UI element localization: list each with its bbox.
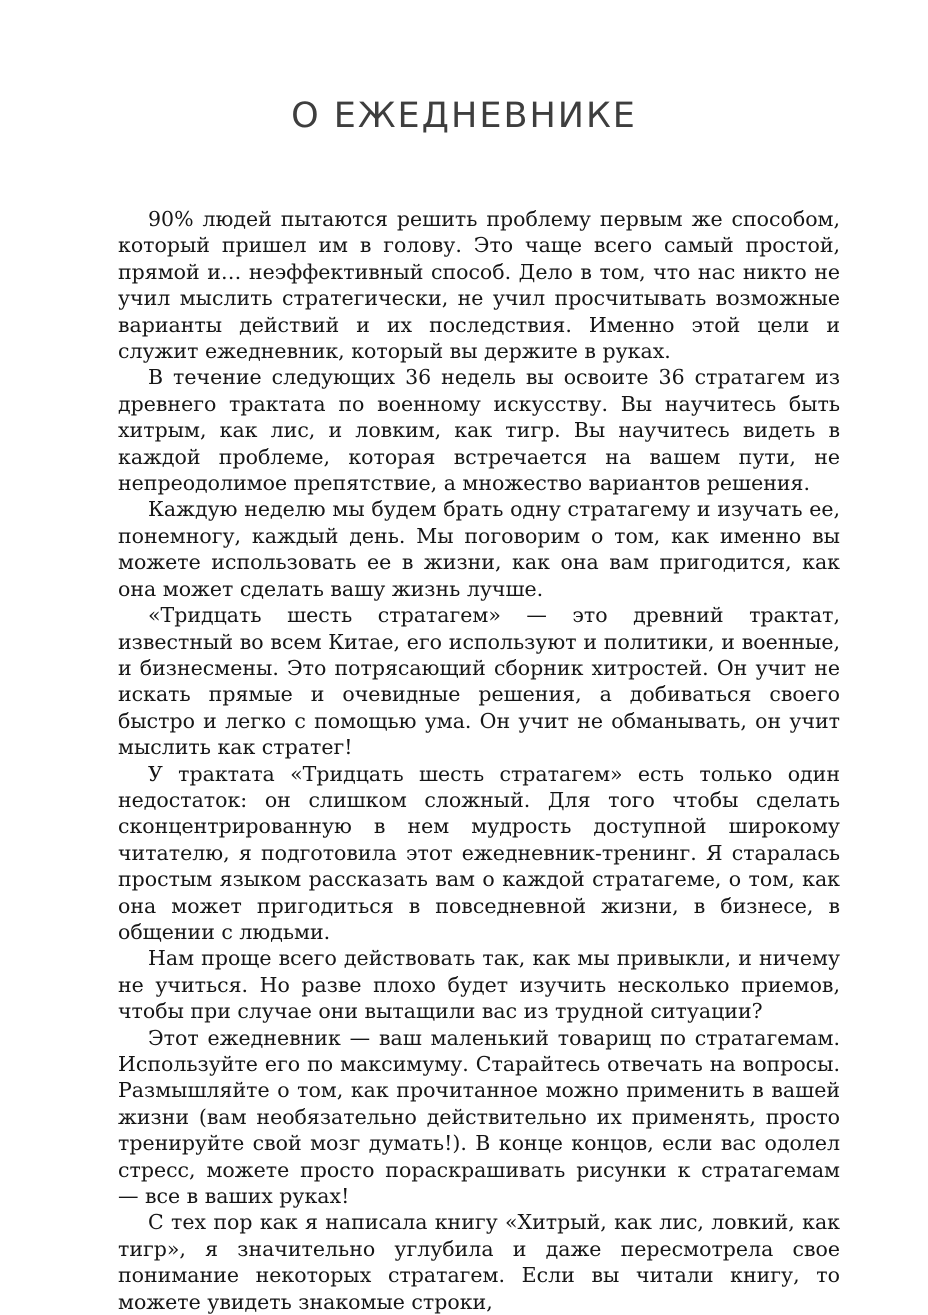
paragraph: С тех пор как я написала книгу «Хитрый, как лис, ловкий, как тигр», я значительно углубила и даже пересмотрела свое понимание некоторых стратагем. Если вы читали книгу, то можете увидеть знакомые строки, [118, 1210, 840, 1314]
paragraph: «Тридцать шесть стратагем» — это древний трактат, известный во всем Китае, его используют и политики, и военные, и бизнесмены. Это потрясающий сборник хитростей. Он учит не искать прямые и очевидные решения, а добиваться своего быстро и легко с помощью ума. Он учит не обманывать, он учит мыслить как стратег! [118, 603, 840, 760]
paragraph: Нам проще всего действовать так, как мы привыкли, и ничему не учиться. Но разве плохо будет изучить несколько приемов, чтобы при случае они вытащили вас из трудной ситуации? [118, 946, 840, 1024]
paragraph: 90% людей пытаются решить проблему первым же способом, который пришел им в голову. Это чаще всего самый простой, прямой и… неэффективный способ. Дело в том, что нас никто не учил мыслить стратегически, не учил просчитывать возможные варианты действий и их последствия. Именно этой цели и служит ежедневник, который вы держите в руках. [118, 207, 840, 364]
paragraph: В течение следующих 36 недель вы освоите 36 стратагем из древнего трактата по военному искусству. Вы научитесь быть хитрым, как лис, и ловким, как тигр. Вы научитесь видеть в каждой проблеме, которая встречается на вашем пути, не непреодолимое препятствие, а множество вариантов решения. [118, 365, 840, 496]
paragraph: Этот ежедневник — ваш маленький товарищ по стратагемам. Используйте его по максимуму. Старайтесь отвечать на вопросы. Размышляйте о том, как прочитанное можно применить в вашей жизни (вам необязательно действительно их применять, просто тренируйте свой мозг думать!). В конце концов, если вас одолел стресс, можете просто пораскрашивать рисунки к стратагемам — все в ваших руках! [118, 1025, 840, 1209]
paragraph: У трактата «Тридцать шесть стратагем» есть только один недостаток: он слишком сложный. Для того чтобы сделать сконцентрированную в нем мудрость доступной широкому читателю, я подготовила этот ежедневник-тренинг. Я старалась простым языком рассказать вам о каждой стратагеме, о том, как она может пригодиться в повседневной жизни, в бизнесе, в общении с людьми. [118, 761, 840, 944]
page-title: О ЕЖЕДНЕВНИКЕ [291, 96, 637, 136]
body-text [118, 206, 840, 1315]
paragraph: Каждую неделю мы будем брать одну стратагему и изучать ее, понемногу, каждый день. Мы поговорим о том, как именно вы можете использовать ее в жизни, как она вам пригодится, как она может сделать вашу жизнь лучше. [118, 497, 840, 601]
